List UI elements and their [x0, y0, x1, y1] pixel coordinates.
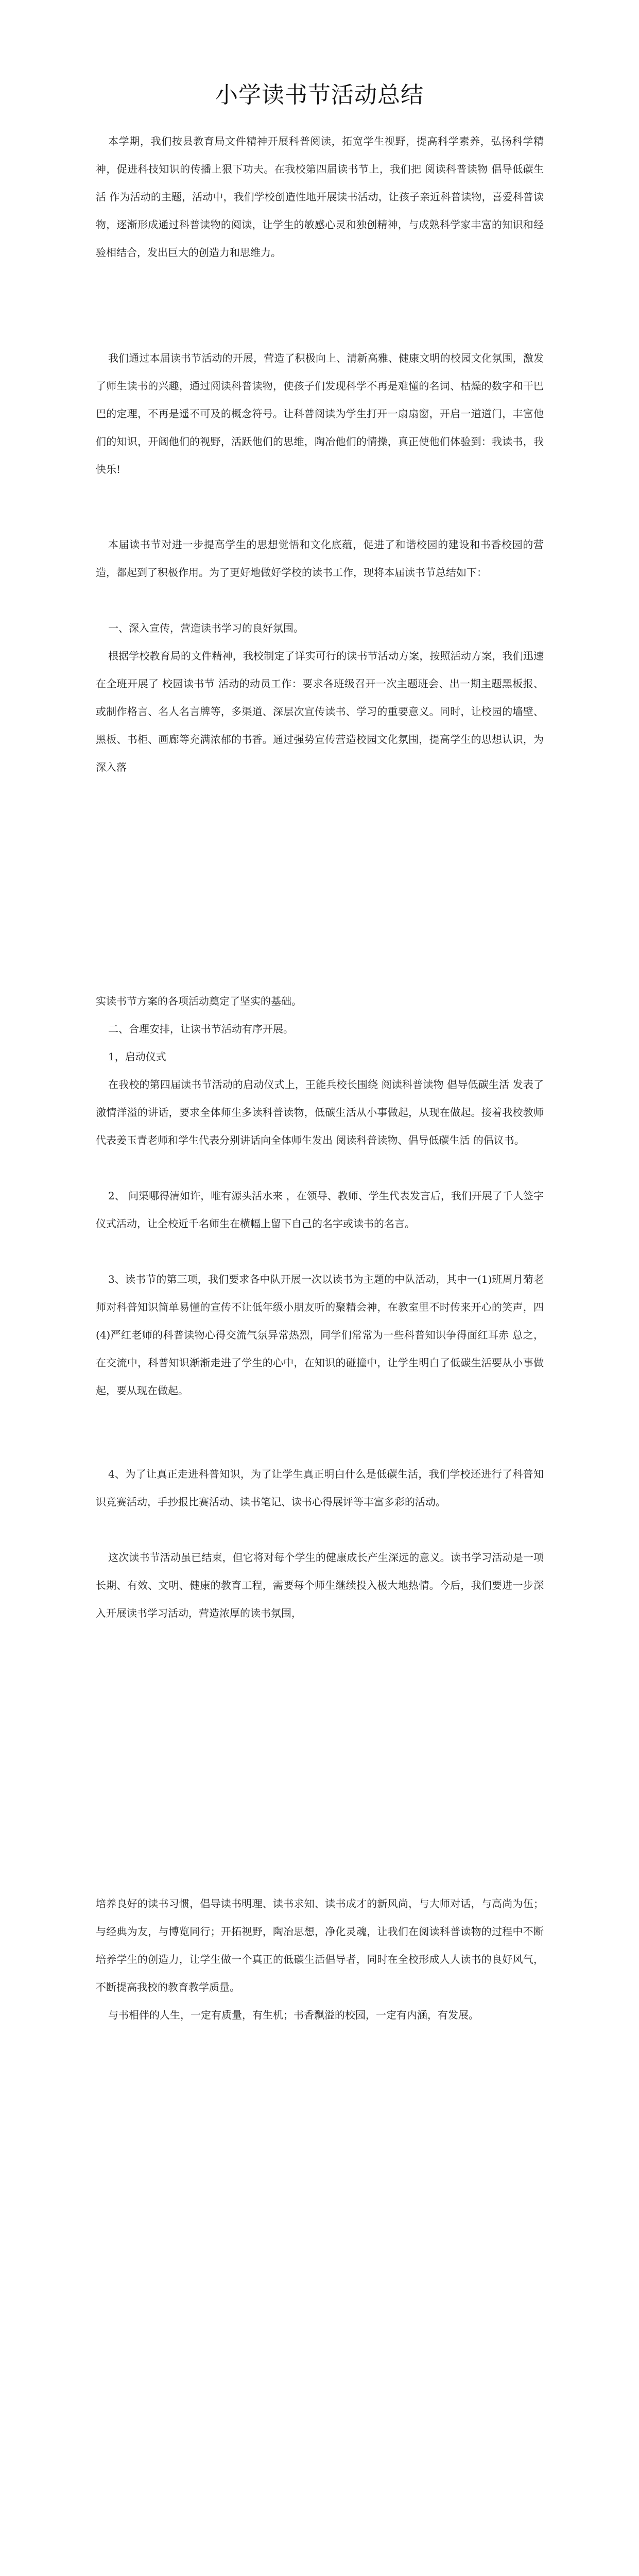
paragraph-intro: 本学期，我们按县教育局文件精神开展科普阅读，拓宽学生视野，提高科学素养，弘扬科学精神，促进科技知识的传播上狠下功夫。在我校第四届读书节上，我们把 阅读科普读物 倡导低碳生活 作为活动的主题，活动中，我们学校创造性地开展读书活动，让孩子亲近科普读物，喜爱科普读物，逐渐形成通过科普读物的阅读，让学生的敏感心灵和独创精神，与成熟科学家丰富的知识和经验相结合，发出巨大的创造力和思维力。: [96, 135, 544, 259]
section-heading-1: 一、深入宣传，营造读书学习的良好氛围。: [108, 622, 304, 634]
paragraph-class-activities: 3、读书节的第三项，我们要求各中队开展一次以读书为主题的中队活动，其中一(1)班周月菊老师对科普知识简单易懂的宣传不让低年级小朋友听的聚精会神，在教室里不时传来开心的笑声，四(4)严红老师的科普读物心得交流气氛异常热烈，同学们常常为一些科普知识争得面红耳赤 总之，在交流中，科普知识渐渐走进了学生的心中，在知识的碰撞中，让学生明白了低碳生活要从小事做起，要从现在做起。: [96, 1273, 544, 1397]
paragraph-competitions: 4、为了让真正走进科普知识，为了让学生真正明白什么是低碳生活，我们学校还进行了科普知识竞赛活动，手抄报比赛活动、读书笔记、读书心得展评等丰富多彩的活动。: [96, 1468, 544, 1508]
paragraph-publicity-continued: 实读书节方案的各项活动奠定了坚实的基础。: [96, 995, 302, 1007]
paragraph-closing: 与书相伴的人生，一定有质量，有生机；书香飘溢的校园，一定有内涵，有发展。: [108, 2009, 479, 2021]
paragraph-summary-lead: 本届读书节对进一步提高学生的思想觉悟和文化底蕴，促进了和谐校园的建设和书香校园的营造，都起到了积极作用。为了更好地做好学校的读书工作，现将本届读书节总结如下：: [96, 538, 544, 579]
paragraph-conclusion-continued: 培养良好的读书习惯，倡导读书明理、读书求知、读书成才的新风尚，与大师对话，与高尚为伍；与经典为友，与博览同行；开拓视野，陶冶思想，净化灵魂，让我们在阅读科普读物的过程中不断培养学生的创造力，让学生做一个真正的低碳生活倡导者，同时在全校形成人人读书的良好风气，不断提高我校的教育教学质量。: [96, 1897, 544, 1993]
paragraph-atmosphere: 我们通过本届读书节活动的开展，营造了积极向上、清新高雅、健康文明的校园文化氛围，激发了师生读书的兴趣，通过阅读科普读物，使孩子们发现科学不再是难懂的名词、枯燥的数字和干巴巴的定理，不再是遥不可及的概念符号。让科普阅读为学生打开一扇扇窗，开启一道道门，丰富他们的知识，开阔他们的视野，活跃他们的思维，陶冶他们的情操，真正使他们体验到：我读书，我快乐!: [96, 352, 544, 476]
section-heading-2: 二、合理安排，让读书节活动有序开展。: [108, 1023, 293, 1035]
subheading-launch-ceremony: 1，启动仪式: [108, 1050, 166, 1063]
document-title: 小学读书节活动总结: [215, 82, 424, 108]
paragraph-launch-ceremony: 在我校的第四届读书节活动的启动仪式上，王能兵校长围绕 阅读科普读物 倡导低碳生活 发表了激情洋溢的讲话，要求全体师生多读科普读物，低碳生活从小事做起，从现在做起。接着我校教师代表姜玉青老师和学生代表分别讲话向全体师生发出 阅读科普读物、倡导低碳生活 的倡议书。: [96, 1078, 544, 1146]
paragraph-signing: 2、 问渠哪得清如许，唯有源头活水来 ，在领导、教师、学生代表发言后，我们开展了千人签字仪式活动，让全校近千名师生在横幅上留下自己的名字或读书的名言。: [96, 1190, 544, 1230]
paragraph-publicity: 根据学校教育局的文件精神，我校制定了详实可行的读书节活动方案，按照活动方案，我们迅速在全班开展了 校园读书节 活动的动员工作：要求各班级召开一次主题班会、出一期主题黑板报、或制作格言、名人名言牌等，多渠道、深层次宣传读书、学习的重要意义。同时，让校园的墙壁、黑板、书柜、画廊等充满浓郁的书香。通过强势宣传营造校园文化氛围，提高学生的思想认识，为深入落: [96, 650, 544, 773]
paragraph-conclusion: 这次读书节活动虽已结束，但它将对每个学生的健康成长产生深远的意义。读书学习活动是一项长期、有效、文明、健康的教育工程，需要每个师生继续投入极大地热情。今后，我们要进一步深入开展读书学习活动，营造浓厚的读书氛围，: [96, 1551, 544, 1619]
